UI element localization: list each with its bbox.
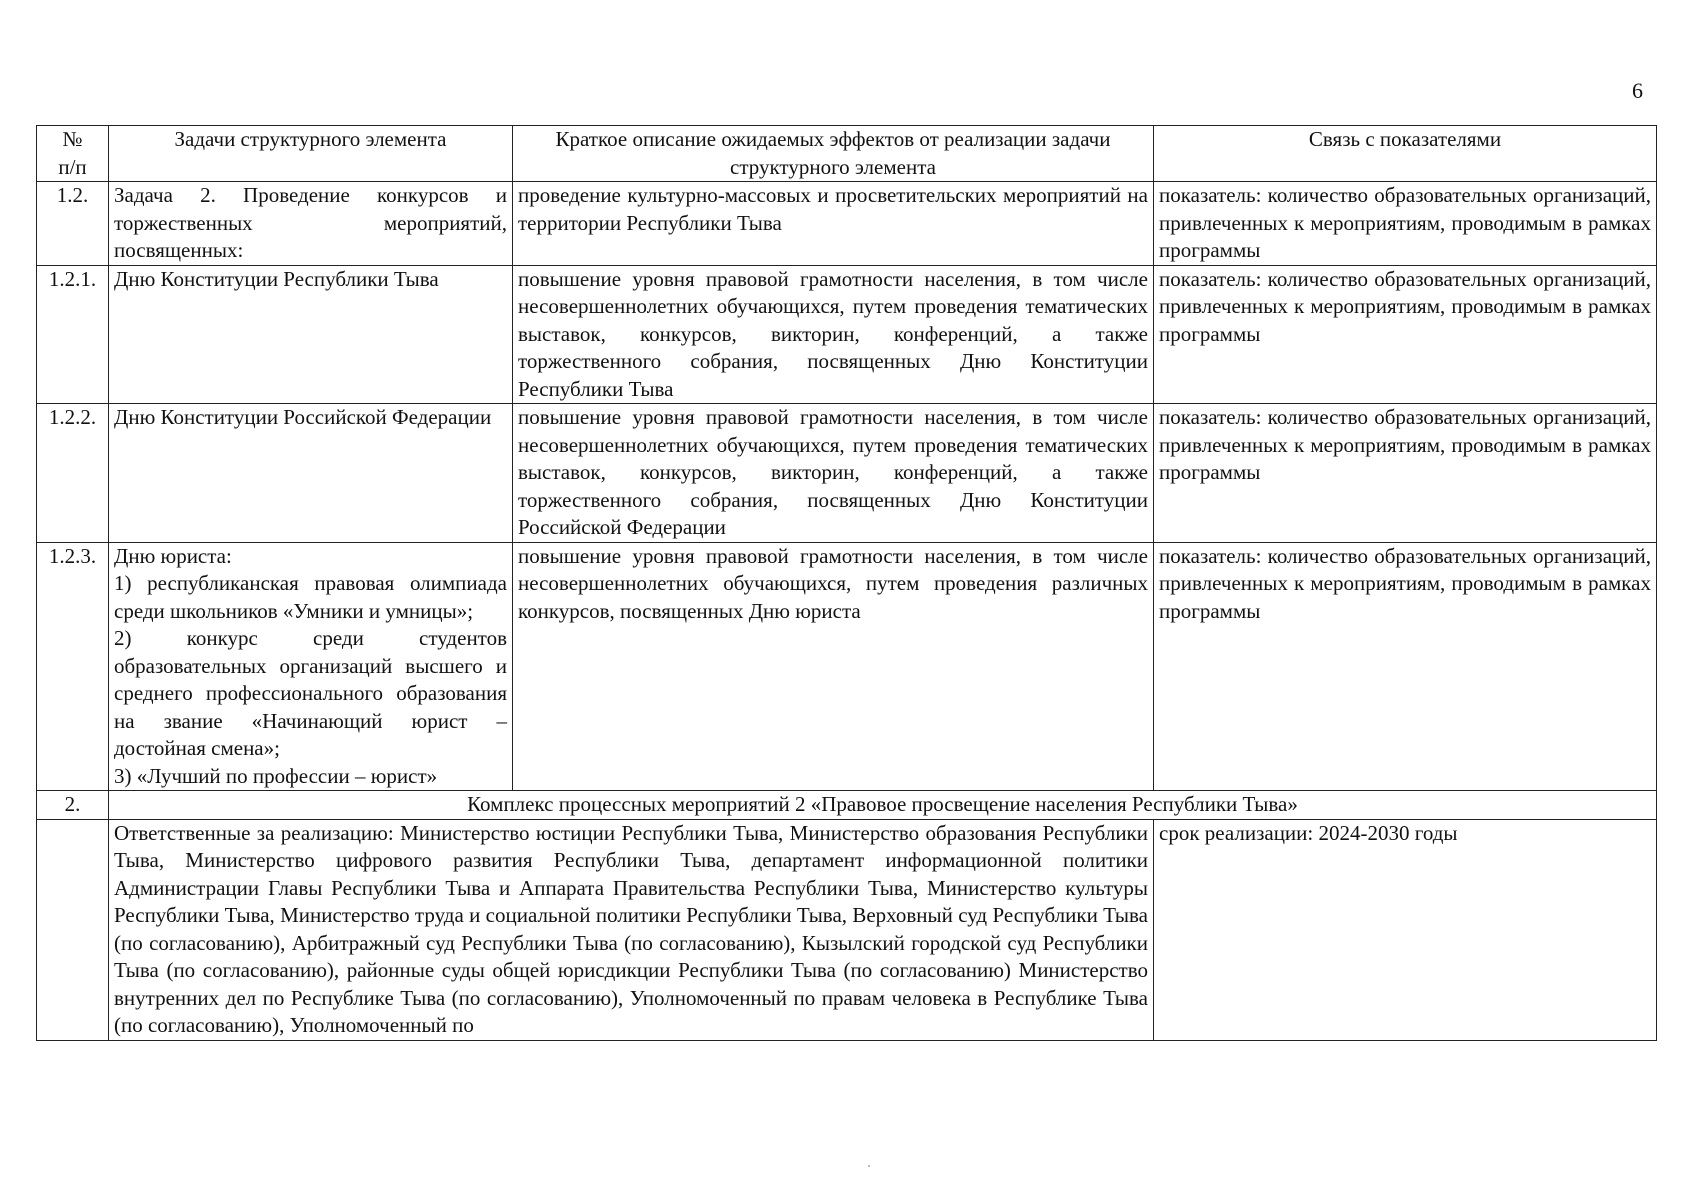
program-table — [36, 125, 1657, 1041]
row-task: Задача 2. Проведение конкурсов и торжественных мероприятий, посвященных: — [109, 182, 513, 266]
table-row — [37, 404, 1657, 543]
row-effect: проведение культурно-массовых и просветительских мероприятий на территории Республики Тыва — [513, 182, 1154, 266]
responsible-text: Ответственные за реализацию: Министерство юстиции Республики Тыва, Министерство образования Республики Тыва, Министерство цифрового развития Республики Тыва, департамент информационной политики Администрации Главы Республики Тыва и Аппарата Правительства Республики Тыва, Министерство культуры Республики Тыва, Министерство труда и социальной политики Республики Тыва, Верховный суд Республики Тыва (по согласованию), Арбитражный суд Республики Тыва (по согласованию), Кызылский городской суд Республики Тыва (по согласованию), районные суды общей юрисдикции Республики Тыва (по согласованию) Министерство внутренних дел по Республике Тыва (по согласованию), Уполномоченный по правам человека в Республике Тыва (по согласованию), Уполномоченный по — [109, 819, 1154, 1040]
responsible-number-cell — [37, 819, 109, 1040]
implementation-term: срок реализации: 2024-2030 годы — [1154, 819, 1657, 1040]
row-indicator: показатель: количество образовательных организаций, привлеченных к мероприятиям, проводимым в рамках программы — [1154, 404, 1657, 543]
row-number: 1.2.3. — [37, 542, 109, 791]
table-header-row — [37, 126, 1657, 182]
row-number: 1.2.1. — [37, 265, 109, 404]
page-number: 6 — [1632, 78, 1643, 103]
row-task: Дню Конституции Российской Федерации — [109, 404, 513, 543]
row-task: Дню Конституции Республики Тыва — [109, 265, 513, 404]
row-number: 1.2. — [37, 182, 109, 266]
header-number — [37, 126, 109, 182]
row-indicator: показатель: количество образовательных организаций, привлеченных к мероприятиям, проводимым в рамках программы — [1154, 542, 1657, 791]
row-number: 1.2.2. — [37, 404, 109, 543]
responsible-row — [37, 819, 1657, 1040]
header-effects: Краткое описание ожидаемых эффектов от реализации задачи структурного элемента — [513, 126, 1154, 182]
table-row — [37, 542, 1657, 791]
row-indicator: показатель: количество образовательных организаций, привлеченных к мероприятиям, проводимым в рамках программы — [1154, 265, 1657, 404]
header-indicators: Связь с показателями — [1154, 126, 1657, 182]
header-number-line1: № — [62, 127, 83, 151]
section-title: Комплекс процессных мероприятий 2 «Правовое просвещение населения Республики Тыва» — [109, 791, 1657, 820]
task-line: 1) республиканская правовая олимпиада среди школьников «Умники и умницы»; — [114, 571, 507, 623]
task-line: 2) конкурс среди студентов образовательных организаций высшего и среднего профессионального образования на звание «Начинающий юрист – достойная смена»; — [114, 626, 507, 760]
row-effect: повышение уровня правовой грамотности населения, в том числе несовершеннолетних обучающихся, путем проведения тематических выставок, конкурсов, викторин, конференций, а также торжественного собрания, посвященных Дню Конституции Российской Федерации — [513, 404, 1154, 543]
section-row — [37, 791, 1657, 820]
section-number: 2. — [37, 791, 109, 820]
task-line: Дню юриста: — [114, 543, 232, 568]
row-task — [109, 542, 513, 791]
header-tasks: Задачи структурного элемента — [109, 126, 513, 182]
row-indicator: показатель: количество образовательных организаций, привлеченных к мероприятиям, проводимым в рамках программы — [1154, 182, 1657, 266]
task-line: 3) «Лучший по профессии – юрист» — [114, 763, 438, 788]
header-number-line2: п/п — [58, 154, 87, 179]
table-row — [37, 265, 1657, 404]
row-effect: повышение уровня правовой грамотности населения, в том числе несовершеннолетних обучающихся, путем проведения различных конкурсов, посвященных Дню юриста — [513, 542, 1154, 791]
scan-artifact — [868, 1165, 870, 1167]
table-row — [37, 182, 1657, 266]
row-effect: повышение уровня правовой грамотности населения, в том числе несовершеннолетних обучающихся, путем проведения тематических выставок, конкурсов, викторин, конференций, а также торжественного собрания, посвященных Дню Конституции Республики Тыва — [513, 265, 1154, 404]
